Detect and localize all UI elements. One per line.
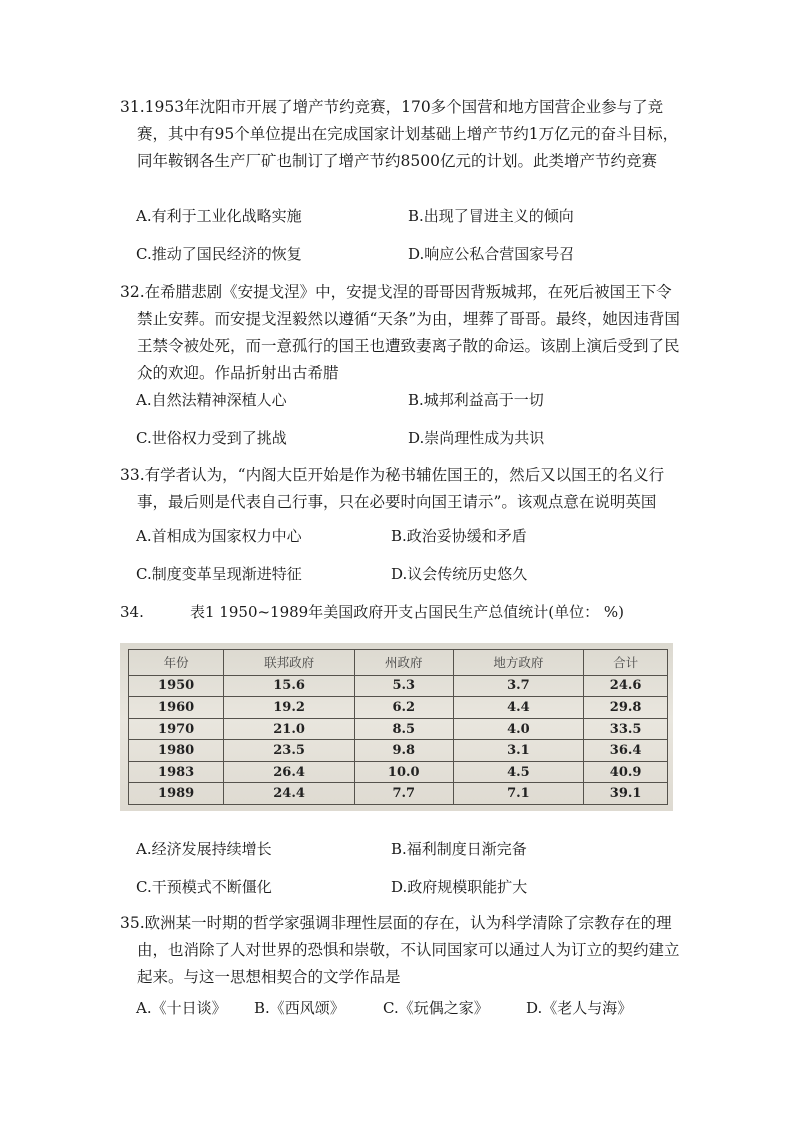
column-header: 合计 bbox=[584, 650, 668, 676]
table-row bbox=[129, 761, 668, 783]
option-d[interactable]: D.议会传统历史悠久 bbox=[391, 565, 528, 583]
table-title: 表1 1950~1989年美国政府开支占国民生产总值统计(单位： %) bbox=[190, 603, 624, 621]
options-row bbox=[136, 997, 696, 1021]
table-cell: 1970 bbox=[129, 718, 224, 740]
question-35 bbox=[120, 910, 680, 991]
option-b[interactable]: B.《西风颂》 bbox=[254, 999, 345, 1017]
option-c[interactable]: C.《玩偶之家》 bbox=[383, 999, 489, 1017]
options-row bbox=[136, 876, 696, 900]
option-a[interactable]: A.《十日谈》 bbox=[136, 999, 227, 1017]
option-b[interactable]: B.出现了冒进主义的倾向 bbox=[408, 207, 574, 225]
table-cell: 23.5 bbox=[224, 740, 355, 762]
column-header: 年份 bbox=[129, 650, 224, 676]
table-row bbox=[129, 718, 668, 740]
table-cell: 8.5 bbox=[354, 718, 453, 740]
table-cell: 9.8 bbox=[354, 740, 453, 762]
table-photo bbox=[120, 643, 673, 811]
options-row bbox=[136, 389, 696, 413]
table-cell: 29.8 bbox=[584, 697, 668, 719]
table-cell: 19.2 bbox=[224, 697, 355, 719]
table-header-row bbox=[129, 650, 668, 676]
question-32 bbox=[120, 279, 680, 387]
table-cell: 24.4 bbox=[224, 783, 355, 805]
table-cell: 3.1 bbox=[453, 740, 584, 762]
table-cell: 3.7 bbox=[453, 675, 584, 697]
options-row bbox=[136, 525, 696, 549]
option-a[interactable]: A.经济发展持续增长 bbox=[136, 840, 272, 858]
table-cell: 39.1 bbox=[584, 783, 668, 805]
option-a[interactable]: A.有利于工业化战略实施 bbox=[136, 207, 302, 225]
table-row bbox=[129, 675, 668, 697]
table-cell: 33.5 bbox=[584, 718, 668, 740]
table-cell: 4.4 bbox=[453, 697, 584, 719]
option-d[interactable]: D.崇尚理性成为共识 bbox=[408, 429, 545, 447]
question-stem: 33.有学者认为，“内阁大臣开始是作为秘书辅佐国王的，然后又以国王的名义行事，最后则是代表自己行事，只在必要时向国王请示”。该观点意在说明英国 bbox=[120, 466, 665, 511]
table-cell: 4.0 bbox=[453, 718, 584, 740]
table-cell: 36.4 bbox=[584, 740, 668, 762]
options-row bbox=[136, 563, 696, 587]
options-row bbox=[136, 838, 696, 862]
table-cell: 10.0 bbox=[354, 761, 453, 783]
table-row bbox=[129, 783, 668, 805]
option-d[interactable]: D.响应公私合营国家号召 bbox=[408, 245, 575, 263]
option-c[interactable]: C.干预模式不断僵化 bbox=[136, 878, 272, 896]
option-a[interactable]: A.自然法精神深植人心 bbox=[136, 391, 287, 409]
options-row bbox=[136, 205, 696, 229]
question-34 bbox=[120, 601, 624, 622]
table-cell: 24.6 bbox=[584, 675, 668, 697]
table-row bbox=[129, 740, 668, 762]
options-row bbox=[136, 243, 696, 267]
question-33 bbox=[120, 462, 680, 516]
column-header: 州政府 bbox=[354, 650, 453, 676]
question-31 bbox=[120, 94, 680, 175]
option-c[interactable]: C.世俗权力受到了挑战 bbox=[136, 429, 287, 447]
option-b[interactable]: B.城邦利益高于一切 bbox=[408, 391, 544, 409]
table-cell: 5.3 bbox=[354, 675, 453, 697]
table-cell: 7.7 bbox=[354, 783, 453, 805]
table-cell: 1983 bbox=[129, 761, 224, 783]
column-header: 地方政府 bbox=[453, 650, 584, 676]
option-a[interactable]: A.首相成为国家权力中心 bbox=[136, 527, 302, 545]
option-d[interactable]: D.《老人与海》 bbox=[526, 999, 633, 1017]
table-cell: 4.5 bbox=[453, 761, 584, 783]
table-cell: 15.6 bbox=[224, 675, 355, 697]
options-row bbox=[136, 427, 696, 451]
table-row bbox=[129, 697, 668, 719]
question-number: 34. bbox=[120, 603, 144, 621]
option-d[interactable]: D.政府规模职能扩大 bbox=[391, 878, 528, 896]
option-b[interactable]: B.政治妥协缓和矛盾 bbox=[391, 527, 527, 545]
table-cell: 40.9 bbox=[584, 761, 668, 783]
question-stem: 35.欧洲某一时期的哲学家强调非理性层面的存在，认为科学清除了宗教存在的理由，也消除了人对世界的恐惧和崇敬，不认同国家可以通过人为订立的契约建立起来。与这一思想相契合的文学作品是 bbox=[120, 914, 680, 986]
option-c[interactable]: C.推动了国民经济的恢复 bbox=[136, 245, 302, 263]
option-c[interactable]: C.制度变革呈现渐进特征 bbox=[136, 565, 302, 583]
data-table bbox=[128, 649, 668, 805]
table-cell: 6.2 bbox=[354, 697, 453, 719]
question-stem: 31.1953年沈阳市开展了增产节约竞赛，170多个国营和地方国营企业参与了竞赛，其中有95个单位提出在完成国家计划基础上增产节约1万亿元的奋斗目标，同年鞍钢各生产厂矿也制订了增产节约8500亿元的计划。此类增产节约竞赛 bbox=[120, 98, 679, 170]
table-cell: 26.4 bbox=[224, 761, 355, 783]
table-cell: 1989 bbox=[129, 783, 224, 805]
table-cell: 1960 bbox=[129, 697, 224, 719]
option-b[interactable]: B.福利制度日渐完备 bbox=[391, 840, 527, 858]
column-header: 联邦政府 bbox=[224, 650, 355, 676]
question-stem: 32.在希腊悲剧《安提戈涅》中，安提戈涅的哥哥因背叛城邦，在死后被国王下令禁止安葬。而安提戈涅毅然以遵循“天条”为由，埋葬了哥哥。最终，她因违背国王禁令被处死，而一意孤行的国王也遭致妻离子散的命运。该剧上演后受到了民众的欢迎。作品折射出古希腊 bbox=[120, 283, 680, 382]
table-cell: 1980 bbox=[129, 740, 224, 762]
table-cell: 7.1 bbox=[453, 783, 584, 805]
table-cell: 1950 bbox=[129, 675, 224, 697]
table-cell: 21.0 bbox=[224, 718, 355, 740]
